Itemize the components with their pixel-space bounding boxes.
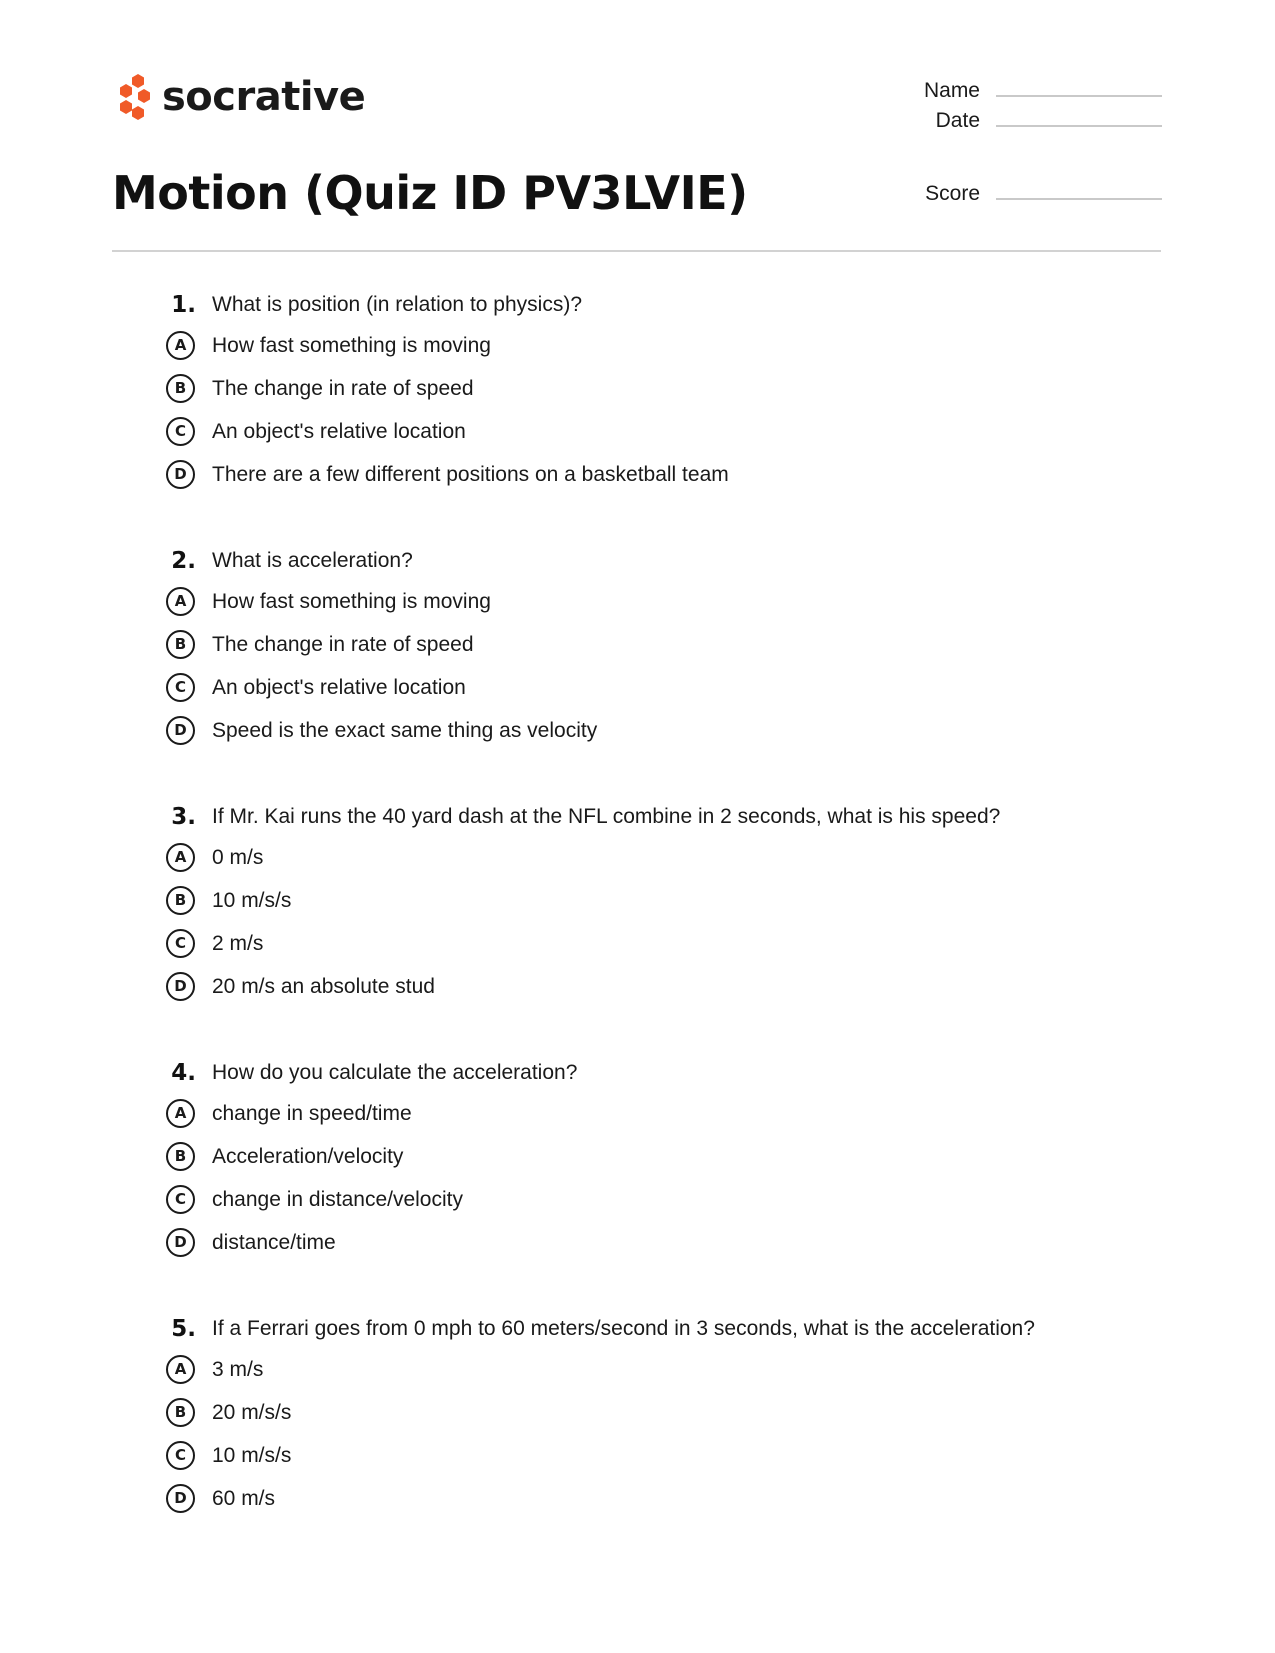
option-a[interactable]	[0, 1348, 1275, 1391]
question-header	[0, 1310, 1275, 1348]
option-text: An object's relative location	[212, 419, 466, 443]
option-a[interactable]	[0, 580, 1275, 623]
option-b[interactable]	[0, 1135, 1275, 1178]
option-text: 20 m/s an absolute stud	[212, 974, 435, 998]
name-field	[830, 80, 1162, 101]
question-2	[0, 542, 1275, 798]
option-text: An object's relative location	[212, 675, 466, 699]
option-text: Acceleration/velocity	[212, 1144, 404, 1168]
option-c[interactable]	[0, 1434, 1275, 1477]
option-text: The change in rate of speed	[212, 632, 474, 656]
page-title: Motion (Quiz ID PV3LVIE)	[112, 166, 748, 220]
date-label: Date	[935, 109, 980, 132]
option-c[interactable]	[0, 1178, 1275, 1221]
score-line	[996, 198, 1162, 200]
option-letter-circle[interactable]: A	[166, 1099, 195, 1128]
option-text: How fast something is moving	[212, 333, 491, 357]
question-5	[0, 1310, 1275, 1566]
option-letter-circle[interactable]: B	[166, 1398, 195, 1427]
question-header	[0, 798, 1275, 836]
option-text: There are a few different positions on a basketball team	[212, 462, 729, 486]
option-letter-circle[interactable]: A	[166, 843, 195, 872]
question-header	[0, 542, 1275, 580]
option-c[interactable]	[0, 666, 1275, 709]
option-b[interactable]	[0, 1391, 1275, 1434]
option-letter-circle[interactable]: D	[166, 1228, 195, 1257]
name-line	[996, 95, 1162, 97]
option-letter-circle[interactable]: A	[166, 1355, 195, 1384]
option-letter-circle[interactable]: B	[166, 1142, 195, 1171]
question-header	[0, 286, 1275, 324]
date-field	[830, 110, 1162, 131]
option-text: change in distance/velocity	[212, 1187, 463, 1211]
option-text: change in speed/time	[212, 1101, 412, 1125]
option-letter-circle[interactable]: D	[166, 716, 195, 745]
score-field	[830, 183, 1162, 204]
question-header	[0, 1054, 1275, 1092]
option-a[interactable]	[0, 1092, 1275, 1135]
name-label: Name	[923, 79, 980, 102]
option-text: 0 m/s	[212, 845, 264, 869]
question-text: What is position (in relation to physics)?	[212, 293, 582, 316]
question-number: 4.	[171, 1060, 196, 1086]
option-text: distance/time	[212, 1230, 336, 1254]
option-letter-circle[interactable]: B	[166, 374, 195, 403]
question-text: How do you calculate the acceleration?	[212, 1061, 578, 1084]
question-number: 2.	[171, 548, 196, 574]
date-line	[996, 125, 1162, 127]
option-letter-circle[interactable]: B	[166, 630, 195, 659]
option-b[interactable]	[0, 623, 1275, 666]
question-number: 3.	[171, 804, 196, 830]
option-text: Speed is the exact same thing as velocity	[212, 718, 598, 742]
question-3	[0, 798, 1275, 1054]
option-c[interactable]	[0, 410, 1275, 453]
option-a[interactable]	[0, 324, 1275, 367]
socrative-logo	[112, 72, 365, 122]
option-text: 10 m/s/s	[212, 1443, 292, 1467]
question-text: If a Ferrari goes from 0 mph to 60 meters/second in 3 seconds, what is the acceleration?	[212, 1317, 1035, 1340]
header-divider	[112, 250, 1161, 252]
option-letter-circle[interactable]: A	[166, 587, 195, 616]
option-text: 2 m/s	[212, 931, 264, 955]
option-d[interactable]	[0, 965, 1275, 1008]
option-d[interactable]	[0, 709, 1275, 752]
option-d[interactable]	[0, 1221, 1275, 1264]
option-text: 20 m/s/s	[212, 1400, 292, 1424]
question-list	[0, 286, 1275, 1566]
option-text: How fast something is moving	[212, 589, 491, 613]
socrative-hexagon-icon	[112, 72, 152, 122]
option-letter-circle[interactable]: C	[166, 929, 195, 958]
option-letter-circle[interactable]: C	[166, 1441, 195, 1470]
option-letter-circle[interactable]: B	[166, 886, 195, 915]
option-letter-circle[interactable]: D	[166, 972, 195, 1001]
option-letter-circle[interactable]: A	[166, 331, 195, 360]
option-text: The change in rate of speed	[212, 376, 474, 400]
question-number: 1.	[171, 292, 196, 318]
option-letter-circle[interactable]: D	[166, 1484, 195, 1513]
option-c[interactable]	[0, 922, 1275, 965]
option-text: 60 m/s	[212, 1486, 276, 1510]
brand-name: socrative	[162, 74, 366, 120]
option-text: 10 m/s/s	[212, 888, 292, 912]
option-d[interactable]	[0, 1477, 1275, 1520]
option-b[interactable]	[0, 367, 1275, 410]
option-letter-circle[interactable]: C	[166, 673, 195, 702]
option-b[interactable]	[0, 879, 1275, 922]
option-d[interactable]	[0, 453, 1275, 496]
question-1	[0, 286, 1275, 542]
option-letter-circle[interactable]: C	[166, 417, 195, 446]
option-letter-circle[interactable]: D	[166, 460, 195, 489]
question-4	[0, 1054, 1275, 1310]
option-text: 3 m/s	[212, 1357, 264, 1381]
option-letter-circle[interactable]: C	[166, 1185, 195, 1214]
option-a[interactable]	[0, 836, 1275, 879]
score-label: Score	[925, 182, 980, 205]
question-text: If Mr. Kai runs the 40 yard dash at the NFL combine in 2 seconds, what is his speed?	[212, 805, 1001, 828]
question-number: 5.	[171, 1316, 196, 1342]
question-text: What is acceleration?	[212, 549, 413, 572]
